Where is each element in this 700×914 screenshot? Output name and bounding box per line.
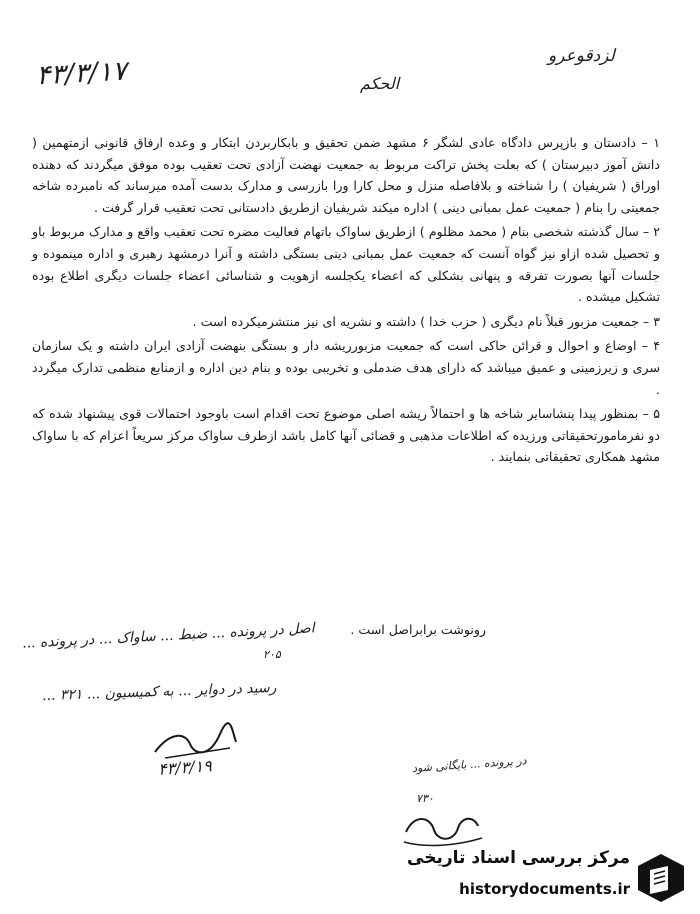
paragraph-2: ۲ – سال گذشته شخصی بنام ( محمد مظلوم ) ازطریق ساواک باتهام فعالیت مضره تحت تعقیب واقع و مدارک مربوط باو و تحصیل شده ازاو نیز گواه آنست که جمعیت عمل بمبانی دینی بستگی داشته و آنرا درمشهد رهبری و اداره مینموده و جلسات آنها بصورت تفرقه و پنهانی بشکلی که اعضاء یکجلسه ازهویت و شناسائی اعضاء جلسات دیگری اطلاع بوده تشکیل میشده . [32, 224, 660, 305]
paragraph-5: ۵ – بمنظور پیدا پنشاسایر شاخه ها و احتمالاً ریشه اصلی موضوع تحت اقدام است باوجود احتمالات قوی پیشنهاد شده که دو نفرمامورتحقیقاتی ورزیده که اطلاعات مذهبی و قضائی آنها کامل باشد ازطرف ساواک مرکز سریعاً اعزام که با ساواک مشهد همکاری تحقیقاتی بنمایند . [32, 406, 660, 465]
watermark-url: historydocuments.ir [459, 880, 630, 898]
report-body [32, 132, 660, 471]
archive-watermark [402, 846, 686, 908]
paragraph-1: ۱ – دادستان و بازپرس دادگاه عادی لشگر ۶ مشهد ضمن تحقیق و بابکاربردن ابتکار و وعده ارفاق قانونی ازمتهمین ( دانش آموز دبیرستان ) که بعلت پخش تراکت مربوط به جمعیت نهضت آزادی تحت تعقیب بوده موفق میگردند که دهنده اوراق ( شریفیان ) را شناخته و بلافاصله منزل و محل کارا ورا بازرسی و مدارک بدست آمده میرساند که نامبرده شاخه جمعیتی را بنام ( جمعیت عمل بمبانی دینی ) اداره میکند شریفیان ازطریق دادستانی تحت تعقیب قرار گرفت . [32, 135, 660, 215]
paragraph-3: ۳ – جمعیت مزبور قبلاً نام دیگری ( حزب خدا ) داشته و نشریه ای نیز منتشرمیکرده است . [192, 313, 660, 329]
header-center-note: الحکم [360, 74, 400, 93]
handwritten-number-1: ۲۰۵ [263, 648, 281, 661]
handwritten-date-2: ۴۳/۳/۱۹ [157, 756, 213, 779]
copy-certification: رونوشت برابراصل است . [350, 622, 486, 637]
paragraph-4: ۴ – اوضاع و احوال و قرائن حاکی است که جمعیت مزبورریشه دار و بستگی بنهضت آزادی ایران داشته و یک سازمان سری و زیرزمینی و عمیق میباشد که دارای هدف ضدملی و تخریبی بوده و بنام دین اداره و ازمنابع منظمی تدارک میگردد . [32, 338, 660, 397]
archive-logo-icon [636, 852, 686, 904]
header-top-right-note: لزدقوعرو [548, 46, 615, 66]
handwritten-annotation-2: رسید در دوایر ... به کمیسیون ... ۳۲۱ ... [41, 679, 277, 705]
signature-scribble-2 [396, 802, 486, 852]
signature-scribble-1 [150, 722, 240, 762]
handwritten-annotation-1: اصل در پرونده ... ضبط ... ساواک ... در پرونده ... [21, 620, 315, 652]
watermark-title: مرکز بررسی اسناد تاریخی [407, 848, 630, 868]
handwritten-date: ۴۳/۳/۱۷ [35, 55, 128, 92]
handwritten-annotation-3: در پرونده ... بایگانی شود [411, 754, 527, 775]
handwritten-number-2: ۷۳۰ [416, 792, 434, 805]
